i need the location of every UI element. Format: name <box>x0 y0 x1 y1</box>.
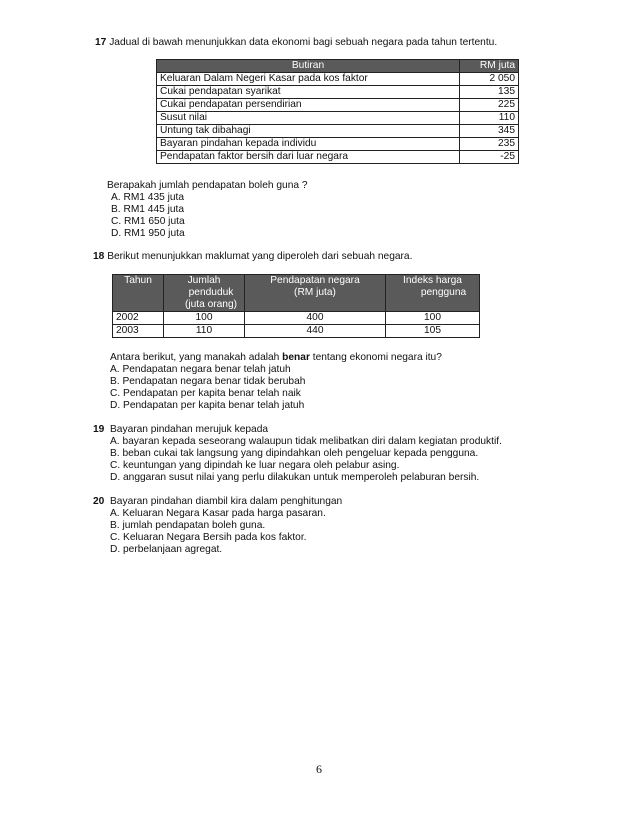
q18-number: 18 <box>93 251 105 262</box>
q18-cell-pendapatan: 440 <box>245 325 386 338</box>
table-row <box>113 312 480 325</box>
q18-question-pre: Antara berikut, yang manakah adalah <box>110 352 283 363</box>
q18-header-jumlah-line1: Jumlah <box>187 275 221 286</box>
q17-option-b: B. RM1 445 juta <box>111 204 185 215</box>
table-row <box>157 125 519 138</box>
q18-header-indeks-line2: pengguna <box>420 287 467 298</box>
q20-number: 20 <box>93 496 105 507</box>
q18-header-jumlah <box>164 275 245 312</box>
q17-cell-value: 235 <box>460 138 519 151</box>
q17-option-d: D. RM1 950 juta <box>111 228 185 239</box>
q18-header-pendapatan-line1: Pendapatan negara <box>270 275 360 286</box>
q17-cell-label: Untung tak dibahagi <box>157 125 460 138</box>
q18-question <box>110 352 442 363</box>
q18-header-indeks-line1: Indeks harga <box>403 275 462 286</box>
q17-cell-label: Pendapatan faktor bersih dari luar negara <box>157 151 460 164</box>
q17-cell-value: 345 <box>460 125 519 138</box>
q19-stem: Bayaran pindahan merujuk kepada <box>110 424 269 435</box>
table-row <box>113 325 480 338</box>
q18-header-tahun: Tahun <box>113 275 164 312</box>
q18-question-post: tentang ekonomi negara itu? <box>309 352 442 363</box>
table-row <box>157 73 519 86</box>
q18-cell-jumlah: 100 <box>164 312 245 325</box>
q18-question-bold: benar <box>282 352 310 363</box>
q17-stem-line <box>95 37 497 48</box>
q18-header-jumlah-line2: penduduk <box>188 287 234 298</box>
q17-cell-value: 135 <box>460 86 519 99</box>
q17-cell-value: 110 <box>460 112 519 125</box>
q17-number: 17 <box>95 37 107 48</box>
q20-option-b: B. jumlah pendapatan boleh guna. <box>110 520 266 531</box>
page-number: 6 <box>316 762 322 776</box>
q19-option-c: C. keuntungan yang dipindah ke luar negara oleh pelabur asing. <box>110 460 400 471</box>
q18-header-pendapatan-line2: (RM juta) <box>294 287 336 298</box>
table-row <box>157 112 519 125</box>
q17-cell-label: Bayaran pindahan kepada individu <box>157 138 460 151</box>
q18-table <box>112 274 480 338</box>
q20-stem-line <box>93 496 342 507</box>
q18-stem-line <box>93 251 412 262</box>
q20-option-d: D. perbelanjaan agregat. <box>110 544 223 555</box>
q17-table-header <box>157 60 519 73</box>
q18-cell-tahun: 2003 <box>113 325 164 338</box>
table-row <box>157 151 519 164</box>
q18-stem: Berikut menunjukkan maklumat yang diperoleh dari sebuah negara. <box>107 251 413 262</box>
table-row <box>157 86 519 99</box>
q17-header-butiran: Butiran <box>157 60 460 73</box>
q20-option-a: A. Keluaran Negara Kasar pada harga pasaran. <box>110 508 326 519</box>
q18-cell-indeks: 105 <box>386 325 480 338</box>
q20-option-c: C. Keluaran Negara Bersih pada kos faktor. <box>110 532 307 543</box>
q19-number: 19 <box>93 424 105 435</box>
table-row <box>157 99 519 112</box>
q17-header-rm-juta: RM juta <box>460 60 519 73</box>
q18-option-a: A. Pendapatan negara benar telah jatuh <box>110 364 291 375</box>
q17-table <box>156 59 519 164</box>
q18-header-jumlah-line3: (juta orang) <box>184 299 238 310</box>
q19-option-b: B. beban cukai tak langsung yang dipindahkan oleh pengeluar kepada pengguna. <box>110 448 479 459</box>
q18-cell-pendapatan: 400 <box>245 312 386 325</box>
q17-cell-label: Cukai pendapatan persendirian <box>157 99 460 112</box>
q17-cell-label: Susut nilai <box>157 112 460 125</box>
q19-option-d: D. anggaran susut nilai yang perlu dilakukan untuk memperoleh pelaburan bersih. <box>110 472 480 483</box>
q20-stem: Bayaran pindahan diambil kira dalam penghitungan <box>110 496 343 507</box>
q18-cell-jumlah: 110 <box>164 325 245 338</box>
q17-cell-value: 225 <box>460 99 519 112</box>
q17-stem: Jadual di bawah menunjukkan data ekonomi bagi sebuah negara pada tahun tertentu. <box>109 37 498 48</box>
q18-option-d: D. Pendapatan per kapita benar telah jatuh <box>110 400 305 411</box>
q17-cell-label: Cukai pendapatan syarikat <box>157 86 460 99</box>
table-row <box>157 138 519 151</box>
q18-option-b: B. Pendapatan negara benar tidak berubah <box>110 376 306 387</box>
q17-option-c: C. RM1 650 juta <box>111 216 185 227</box>
q18-header-pendapatan <box>245 275 386 312</box>
q17-option-a: A. RM1 435 juta <box>111 192 185 203</box>
q17-cell-label: Keluaran Dalam Negeri Kasar pada kos faktor <box>157 73 460 86</box>
q18-option-c: C. Pendapatan per kapita benar telah naik <box>110 388 301 399</box>
q18-cell-tahun: 2002 <box>113 312 164 325</box>
q18-cell-indeks: 100 <box>386 312 480 325</box>
q19-option-a: A. bayaran kepada seseorang walaupun tidak melibatkan diri dalam kegiatan produktif. <box>110 436 502 447</box>
q17-cell-value: -25 <box>460 151 519 164</box>
q17-cell-value: 2 050 <box>460 73 519 86</box>
q18-header-indeks <box>386 275 480 312</box>
q19-stem-line <box>93 424 268 435</box>
q18-table-header <box>113 275 480 312</box>
q17-question: Berapakah jumlah pendapatan boleh guna ? <box>107 180 308 191</box>
